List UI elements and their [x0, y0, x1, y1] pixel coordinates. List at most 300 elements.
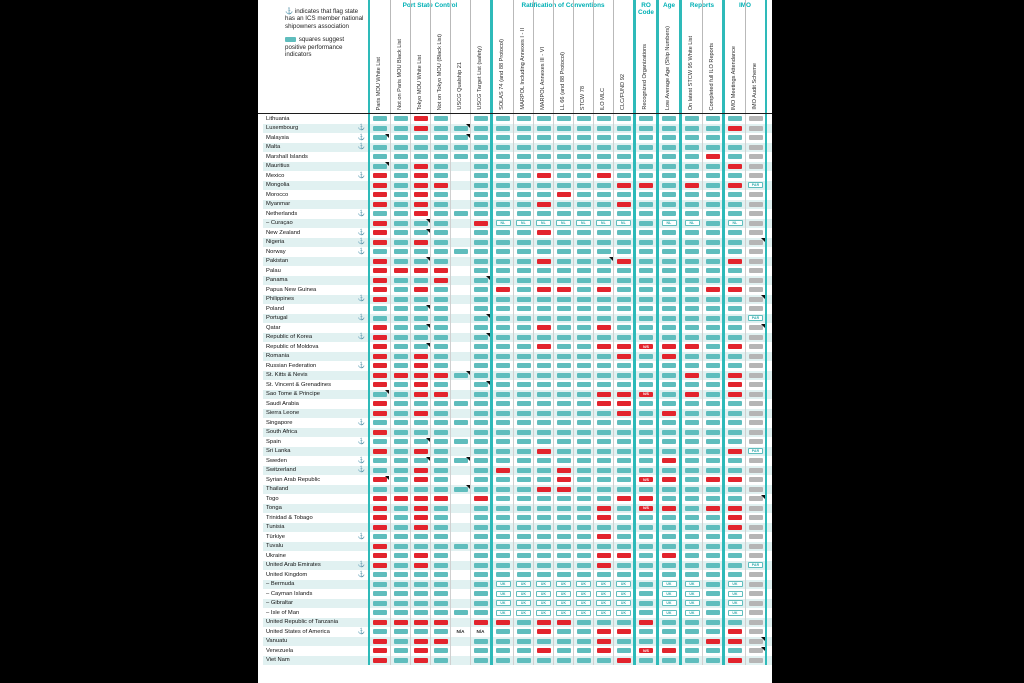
country-label-cell	[263, 561, 368, 571]
grid-cell	[430, 399, 450, 409]
grid-cell	[533, 238, 553, 248]
legend-item-anchor	[285, 8, 365, 30]
grid-cell	[493, 361, 513, 371]
grid-cell	[430, 618, 450, 628]
indicator-square	[373, 430, 387, 435]
grid-cell	[390, 656, 410, 666]
indicator-square	[557, 173, 571, 178]
country-label: Lithuania	[266, 115, 290, 122]
grid-cell	[659, 323, 679, 333]
table-row	[263, 437, 772, 447]
indicator-square	[577, 468, 591, 473]
grid-cell	[593, 228, 613, 238]
grid-cell	[450, 409, 470, 419]
grid-cell	[410, 466, 430, 476]
indicator-square	[728, 620, 742, 625]
grid-cell	[450, 190, 470, 200]
grid-cell	[745, 513, 765, 523]
grid-cell	[659, 133, 679, 143]
indicator-square	[394, 449, 408, 454]
indicator-square	[496, 496, 510, 501]
indicator-square	[394, 135, 408, 140]
grid-cell	[725, 181, 745, 191]
grid-cell	[725, 447, 745, 457]
indicator-square	[496, 629, 510, 634]
grid-cell	[553, 238, 573, 248]
group-divider-line	[765, 247, 767, 257]
grid-cell	[745, 504, 765, 514]
grid-cell	[370, 257, 390, 267]
group-divider-line	[765, 466, 767, 476]
country-label: Malta	[266, 144, 281, 151]
grid-cell	[450, 580, 470, 590]
grid-cell	[702, 485, 722, 495]
indicator-square	[474, 183, 488, 188]
indicator-square	[394, 344, 408, 349]
grid-cell	[636, 475, 656, 485]
indicator-square	[728, 116, 742, 121]
grid-cell	[745, 333, 765, 343]
grid-cell	[430, 637, 450, 647]
indicator-square	[474, 202, 488, 207]
grid-cell	[370, 200, 390, 210]
indicator-square	[454, 249, 468, 254]
grid-cell	[390, 152, 410, 162]
grid-cell	[659, 475, 679, 485]
indicator-square	[557, 534, 571, 539]
indicator-square	[537, 164, 551, 169]
table-row	[263, 114, 772, 124]
grid-cell	[682, 504, 702, 514]
grid-cell	[593, 266, 613, 276]
note-triangle-icon	[466, 134, 470, 138]
indicator-square	[706, 582, 720, 587]
indicator-square	[394, 648, 408, 653]
indicator-square	[434, 325, 448, 330]
indicator-square	[662, 411, 676, 416]
indicator-square	[454, 401, 468, 406]
grid-cell	[745, 323, 765, 333]
grid-cell	[725, 637, 745, 647]
grid-cell	[636, 485, 656, 495]
grid-cell	[553, 124, 573, 134]
country-label-cell	[263, 171, 368, 181]
indicator-square	[394, 306, 408, 311]
grid-cell	[659, 637, 679, 647]
country-label: Venezuela	[266, 647, 294, 654]
indicator-square	[706, 515, 720, 520]
country-label-cell	[263, 409, 368, 419]
indicator-square	[749, 430, 763, 435]
grid-cell	[553, 380, 573, 390]
grid-cell	[573, 523, 593, 533]
legend	[285, 8, 365, 64]
indicator-square	[685, 183, 699, 188]
indicator-square	[639, 610, 653, 615]
grid-cell	[553, 646, 573, 656]
indicator-square	[617, 439, 631, 444]
indicator-square	[434, 135, 448, 140]
grid-cell	[725, 494, 745, 504]
grid-cell	[533, 171, 553, 181]
group-header: RO Code	[638, 2, 654, 16]
grid-cell	[390, 371, 410, 381]
indicator-square	[728, 259, 742, 264]
indicator-square: UK	[596, 591, 611, 597]
indicator-square	[454, 439, 468, 444]
indicator-square	[706, 249, 720, 254]
indicator-square	[597, 553, 611, 558]
indicator-square	[537, 135, 551, 140]
grid-cell	[702, 190, 722, 200]
grid-cell	[702, 418, 722, 428]
grid-cell	[613, 485, 633, 495]
indicator-square	[394, 430, 408, 435]
indicator-square	[434, 116, 448, 121]
grid-cell	[493, 456, 513, 466]
grid-cell	[410, 390, 430, 400]
grid-cell	[450, 380, 470, 390]
indicator-square	[706, 344, 720, 349]
indicator-square	[434, 392, 448, 397]
indicator-square	[394, 620, 408, 625]
indicator-square	[617, 658, 631, 663]
country-label: Syrian Arab Republic	[266, 476, 321, 483]
table-row	[263, 580, 772, 590]
indicator-square	[639, 363, 653, 368]
grid-cell	[513, 399, 533, 409]
grid-cell	[370, 570, 390, 580]
grid-cell	[513, 532, 533, 542]
indicator-square	[749, 582, 763, 587]
grid-cell	[493, 532, 513, 542]
indicator-square	[434, 316, 448, 321]
indicator-square	[597, 506, 611, 511]
country-label: Singapore	[266, 419, 293, 426]
grid-cell	[390, 570, 410, 580]
grid-cell	[745, 200, 765, 210]
grid-cell	[430, 238, 450, 248]
grid-cell	[573, 314, 593, 324]
grid-cell	[533, 437, 553, 447]
grid-cell	[593, 314, 613, 324]
grid-cell	[573, 580, 593, 590]
column-header: Tokyo MOU White List	[410, 0, 430, 113]
indicator-square	[517, 458, 531, 463]
indicator-square	[728, 572, 742, 577]
table-header	[258, 0, 772, 114]
group-header: Reports	[689, 2, 715, 9]
grid-cell	[682, 247, 702, 257]
country-label-cell	[263, 466, 368, 476]
indicator-square	[557, 430, 571, 435]
indicator-square	[749, 297, 763, 302]
country-label: – Bermuda	[266, 581, 295, 588]
indicator-square: UK	[662, 581, 677, 587]
grid-cell	[553, 295, 573, 305]
note-triangle-icon	[426, 305, 430, 309]
grid-cell	[659, 437, 679, 447]
grid-cell	[513, 133, 533, 143]
grid-cell	[513, 247, 533, 257]
indicator-square	[617, 648, 631, 653]
indicator-square	[557, 126, 571, 131]
grid-cell	[450, 323, 470, 333]
grid-cell	[682, 190, 702, 200]
grid-cell	[725, 399, 745, 409]
indicator-square: UK	[496, 610, 511, 616]
table-row	[263, 333, 772, 343]
indicator-square	[597, 325, 611, 330]
country-label-cell	[263, 618, 368, 628]
grid-cell	[702, 304, 722, 314]
grid-cell	[493, 390, 513, 400]
indicator-square	[617, 468, 631, 473]
indicator-square	[474, 363, 488, 368]
indicator-square	[617, 496, 631, 501]
indicator-square	[749, 658, 763, 663]
indicator-square	[517, 648, 531, 653]
group-divider-line	[765, 143, 767, 153]
grid-cell	[573, 285, 593, 295]
indicator-square	[597, 335, 611, 340]
indicator-square	[373, 363, 387, 368]
grid-cell	[573, 437, 593, 447]
grid-cell	[725, 200, 745, 210]
grid-cell	[470, 504, 490, 514]
grid-cell	[493, 637, 513, 647]
grid-cell	[659, 570, 679, 580]
grid-cell	[659, 295, 679, 305]
grid-cell	[682, 133, 702, 143]
indicator-square	[728, 211, 742, 216]
table-row	[263, 627, 772, 637]
indicator-square	[394, 601, 408, 606]
grid-cell	[613, 219, 633, 229]
column-header: MARPOL Including Annexes I - II	[513, 0, 533, 113]
grid-cell	[390, 361, 410, 371]
group-divider-line	[765, 428, 767, 438]
grid-cell	[745, 475, 765, 485]
grid-cell	[450, 599, 470, 609]
country-label: Myanmar	[266, 201, 291, 208]
grid-cell	[410, 627, 430, 637]
indicator-square: UK	[596, 581, 611, 587]
indicator-square	[474, 230, 488, 235]
indicator-square	[474, 458, 488, 463]
indicator-square	[557, 325, 571, 330]
indicator-square	[557, 278, 571, 283]
grid-cell	[636, 637, 656, 647]
indicator-square	[517, 211, 531, 216]
indicator-square	[685, 202, 699, 207]
indicator-square	[597, 515, 611, 520]
grid-cell	[593, 656, 613, 666]
grid-cell	[553, 532, 573, 542]
indicator-square	[639, 335, 653, 340]
table-row	[263, 532, 772, 542]
grid-cell	[745, 257, 765, 267]
grid-cell	[493, 190, 513, 200]
indicator-square	[434, 335, 448, 340]
grid-cell	[470, 627, 490, 637]
grid-cell	[430, 627, 450, 637]
grid-cell	[410, 380, 430, 390]
indicator-square	[496, 648, 510, 653]
indicator-square	[537, 126, 551, 131]
indicator-square	[728, 354, 742, 359]
indicator-square	[537, 411, 551, 416]
table-row	[263, 637, 772, 647]
indicator-square	[685, 259, 699, 264]
indicator-square	[728, 639, 742, 644]
grid-cell	[682, 304, 702, 314]
indicator-square	[373, 135, 387, 140]
grid-cell	[725, 589, 745, 599]
grid-cell	[659, 314, 679, 324]
grid-cell	[682, 352, 702, 362]
grid-cell	[573, 361, 593, 371]
indicator-square	[496, 183, 510, 188]
indicator-square	[414, 249, 428, 254]
grid-cell	[613, 162, 633, 172]
grid-cell	[682, 523, 702, 533]
grid-cell	[725, 380, 745, 390]
indicator-square	[685, 648, 699, 653]
indicator-square	[394, 582, 408, 587]
indicator-square	[617, 135, 631, 140]
indicator-square	[749, 629, 763, 634]
indicator-square	[728, 363, 742, 368]
indicator-square	[597, 572, 611, 577]
grid-cell	[533, 646, 553, 656]
group-header: Age	[662, 2, 676, 9]
indicator-square	[394, 458, 408, 463]
group-divider-line	[765, 608, 767, 618]
indicator-square	[557, 240, 571, 245]
grid-cell	[410, 542, 430, 552]
indicator-square	[373, 116, 387, 121]
indicator-square	[394, 192, 408, 197]
indicator-square	[706, 297, 720, 302]
grid-cell	[659, 418, 679, 428]
grid-cell	[573, 428, 593, 438]
grid-cell	[636, 380, 656, 390]
grid-cell	[573, 542, 593, 552]
group-divider-line	[765, 380, 767, 390]
grid-cell	[450, 456, 470, 466]
indicator-square	[373, 249, 387, 254]
grid-cell	[450, 390, 470, 400]
grid-cell	[659, 627, 679, 637]
indicator-square	[639, 515, 653, 520]
grid-cell	[390, 295, 410, 305]
grid-cell	[636, 551, 656, 561]
indicator-square	[639, 620, 653, 625]
note-triangle-icon	[486, 333, 490, 337]
group-divider-line	[765, 618, 767, 628]
grid-cell	[613, 456, 633, 466]
grid-cell	[533, 133, 553, 143]
group-divider-line	[765, 570, 767, 580]
grid-cell	[636, 152, 656, 162]
grid-cell	[493, 333, 513, 343]
grid-cell	[533, 190, 553, 200]
indicator-square	[496, 259, 510, 264]
indicator-square	[706, 392, 720, 397]
country-label-cell	[263, 190, 368, 200]
indicator-square	[414, 534, 428, 539]
indicator-square	[597, 639, 611, 644]
indicator-square: UK	[576, 610, 591, 616]
indicator-square	[434, 192, 448, 197]
indicator-square	[728, 335, 742, 340]
indicator-square	[557, 211, 571, 216]
grid-cell	[533, 247, 553, 257]
grid-cell	[430, 532, 450, 542]
grid-cell	[593, 542, 613, 552]
grid-cell	[636, 418, 656, 428]
indicator-square	[373, 145, 387, 150]
grid-cell	[573, 390, 593, 400]
grid-cell	[659, 646, 679, 656]
grid-cell	[410, 428, 430, 438]
grid-cell	[493, 114, 513, 124]
grid-cell	[682, 276, 702, 286]
indicator-square	[749, 126, 763, 131]
grid-cell	[725, 352, 745, 362]
indicator-square	[749, 221, 763, 226]
grid-cell	[513, 656, 533, 666]
indicator-square	[597, 449, 611, 454]
grid-cell	[450, 200, 470, 210]
grid-cell	[573, 124, 593, 134]
indicator-square	[728, 202, 742, 207]
country-label: St. Vincent & Grenadines	[266, 381, 331, 388]
indicator-square	[749, 335, 763, 340]
grid-cell	[370, 485, 390, 495]
grid-cell	[613, 494, 633, 504]
grid-cell	[682, 285, 702, 295]
indicator-square	[597, 173, 611, 178]
grid-cell	[725, 390, 745, 400]
indicator-square	[414, 610, 428, 615]
indicator-square	[662, 164, 676, 169]
grid-cell	[533, 542, 553, 552]
indicator-square	[394, 249, 408, 254]
grid-cell	[613, 627, 633, 637]
indicator-square	[685, 430, 699, 435]
grid-cell	[573, 190, 593, 200]
indicator-square	[474, 325, 488, 330]
grid-cell	[682, 228, 702, 238]
grid-cell	[370, 219, 390, 229]
grid-cell	[513, 162, 533, 172]
grid-cell	[493, 266, 513, 276]
grid-cell	[593, 361, 613, 371]
indicator-square	[577, 525, 591, 530]
indicator-square	[373, 240, 387, 245]
grid-cell	[450, 143, 470, 153]
column-header: Paris MOU White List	[376, 56, 382, 110]
grid-cell	[593, 171, 613, 181]
grid-cell	[573, 589, 593, 599]
note-triangle-icon	[609, 257, 613, 261]
indicator-square	[662, 620, 676, 625]
indicator-square	[394, 487, 408, 492]
indicator-square: UK	[496, 600, 511, 606]
grid-cell	[470, 466, 490, 476]
